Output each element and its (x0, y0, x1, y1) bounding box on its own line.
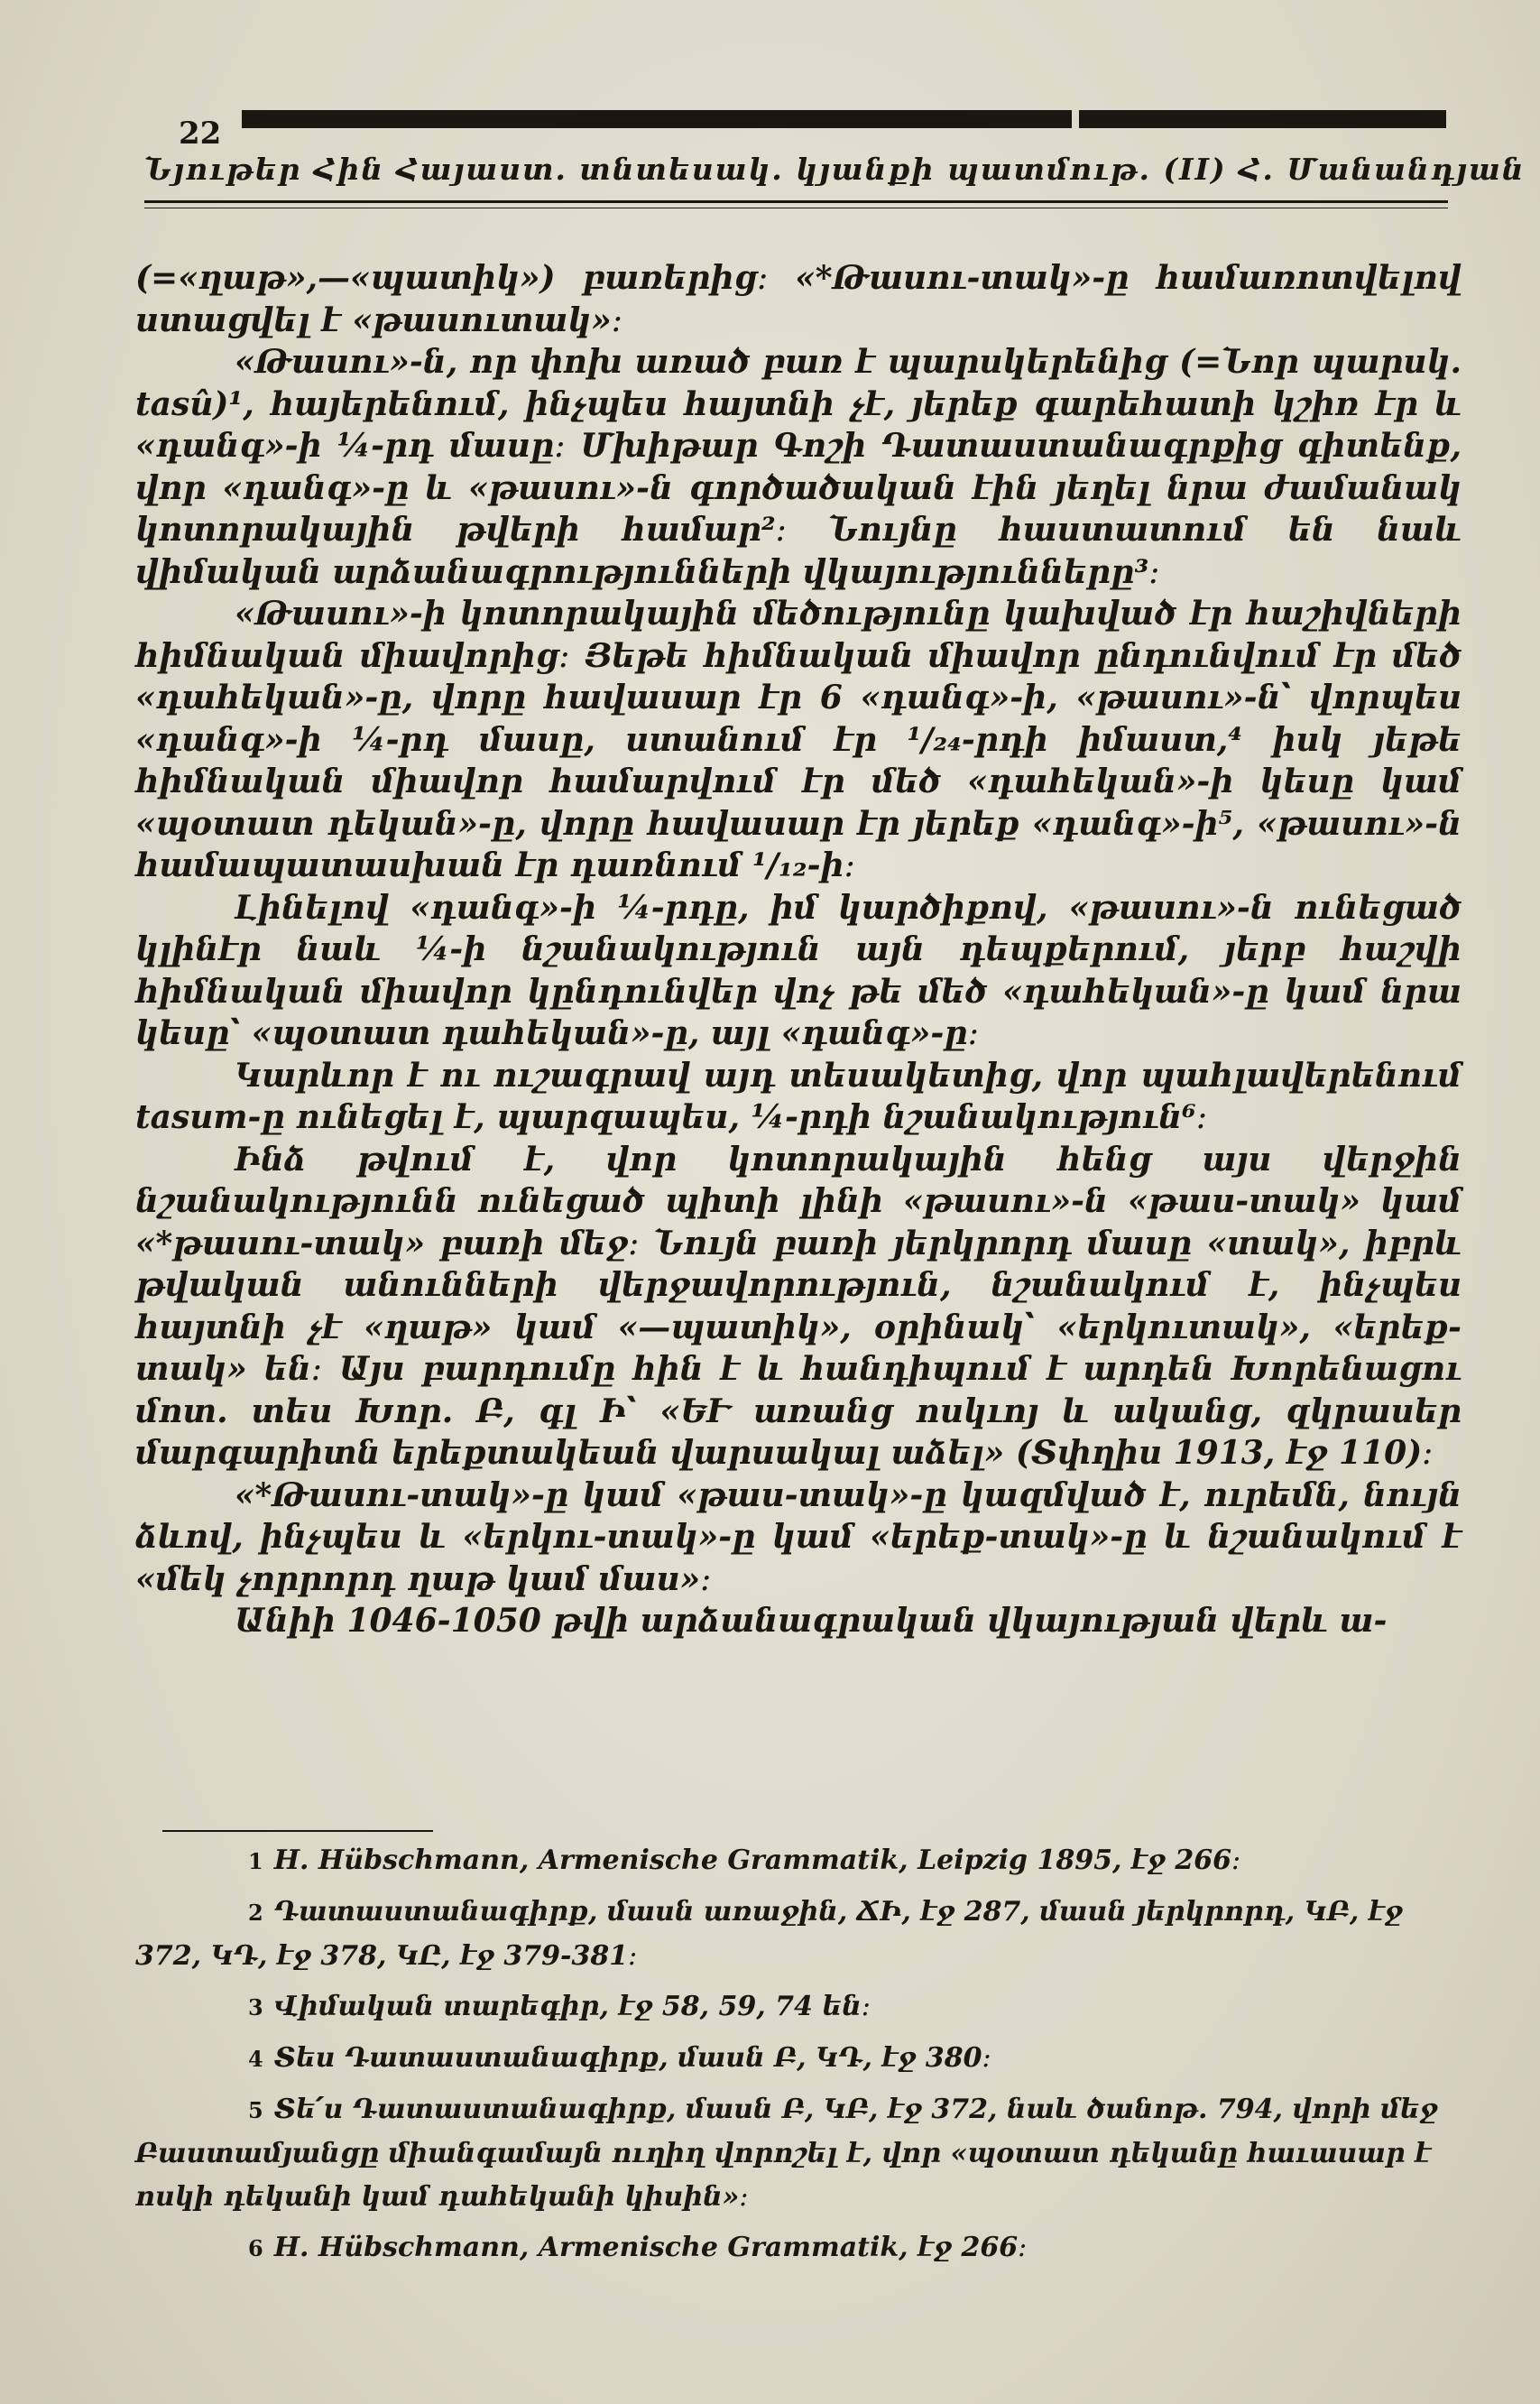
paragraph: (=«ղաթ»,—«պատիկ») բառերից։ «*Թասու-տակ»-ը համառոտվելով ստացվել է «թասուտակ»։ (135, 259, 1462, 339)
footnote (135, 1985, 1462, 2030)
header-underline (144, 200, 1448, 203)
footnotes (135, 1839, 1462, 2278)
footnote-text: H. Hübschmann, Armenische Grammatik, էջ 266։ (273, 2232, 1028, 2263)
footnote-text: Դատաստանագիրք, մասն առաջին, ՃԻ, էջ 287, մասն յերկրորդ, ԿԲ, էջ 372, ԿԴ, էջ 378, ԿԸ, էջ 379-381։ (135, 1896, 1403, 1972)
footnote-number: 1 (248, 1848, 263, 1874)
footnote-text: Տե՛ս Դատաստանագիրք, մասն Բ, ԿԲ, էջ 372, նաև ծանոթ. 794, վորի մեջ Բաստամյանցը միանգամայն ուղիղ վորոշել է, վոր «պօտատ դեկանը հաւասար է ոսկի դեկանի կամ դահեկանի կիսին»։ (135, 2094, 1438, 2213)
footnote (135, 1891, 1462, 1978)
page-number: 22 (179, 116, 222, 152)
paragraph: «Թասու»-ն, որ փոխ առած բառ է պարսկերենից (=Նոր պարսկ. tasû)¹, հայերենում, ինչպես հայտնի չէ, յերեք գարեհատի կշիռ էր և «դանգ»-ի ¼-րդ մասը։ Մխիթար Գոշի Դատաստանագրքից գիտենք, վոր «դանգ»-ը և «թասու»-ն գործածական էին յեղել նրա ժամանակ կոտորակային թվերի համար²։ Նույնը հաստատում են նաև վիմական արձանագրությունների վկայությունները³։ (135, 343, 1462, 591)
footnote-number: 5 (248, 2097, 263, 2123)
header-rule (242, 110, 1446, 128)
footnote (135, 1839, 1462, 1883)
footnote (135, 2226, 1462, 2270)
paragraph: Անիի 1046-1050 թվի արձանագրական վկայության վերև ա- (235, 1602, 1388, 1640)
footnote-text: H. Hübschmann, Armenische Grammatik, Leipzig 1895, էջ 266։ (273, 1845, 1241, 1876)
paragraph: Կարևոր է ու ուշագրավ այդ տեսակետից, վոր պահլավերենում tasum-ը ունեցել է, պարզապես, ¼-րդի նշանակություն⁶։ (135, 1056, 1462, 1136)
footnote-separator (162, 1830, 433, 1832)
footnote (135, 2088, 1462, 2219)
paragraph: Լինելով «դանգ»-ի ¼-րդը, իմ կարծիքով, «թասու»-ն ունեցած կլինէր նաև ¼-ի նշանակություն այն դեպքերում, յերբ հաշվի հիմնական միավոր կընդունվեր վոչ թե մեծ «դահեկան»-ը կամ նրա կեսը՝ «պօտատ դահեկան»-ը, այլ «դանգ»-ը։ (135, 888, 1462, 1052)
footnote-number: 4 (248, 2046, 263, 2072)
paragraph: Ինձ թվում է, վոր կոտորակային հենց այս վերջին նշանակությունն ունեցած պիտի լինի «թասու»-ն «թաս-տակ» կամ «*թասու-տակ» բառի մեջ։ Նույն բառի յերկրորդ մասը «տակ», իբրև թվական անունների վերջավորություն, նշանակում է, ինչպես հայտնի չէ «ղաթ» կամ «—պատիկ», օրինակ՝ «երկուտակ», «երեք-տակ» են։ Այս բարդումը հին է և հանդիպում է արդեն Խորենացու մոտ. տես Խոր. Բ, գլ Ի՝ «ԵՒ առանց ոսկւոյ և ականց, զկրասեր մարգարիտն երեքտակեան վարսակալ աձել» (Տփղիս 1913, էջ 110)։ (135, 1140, 1462, 1472)
footnote-number: 2 (248, 1900, 263, 1926)
footnote-text: Վիմական տարեգիր, էջ 58, 59, 74 են։ (273, 1991, 871, 2022)
footnote-text: Տես Դատաստանագիրք, մասն Բ, ԿԴ, էջ 380։ (273, 2042, 991, 2074)
paragraph: «*Թասու-տակ»-ը կամ «թաս-տակ»-ը կազմված է, ուրեմն, նույն ձևով, ինչպես և «երկու-տակ»-ը կամ «երեք-տակ»-ը և նշանակում է «մեկ չորրորդ ղաթ կամ մաս»։ (135, 1475, 1462, 1598)
running-head: Նյութեր Հին Հայաստ. տնտեսակ. կյանքի պատմութ. (II) Հ. Մանանդյան (144, 152, 1526, 187)
body-text (135, 257, 1462, 1642)
footnote-number: 3 (248, 1994, 263, 2020)
footnote (135, 2037, 1462, 2081)
footnote-number: 6 (248, 2235, 263, 2261)
paragraph: «Թասու»-ի կոտորակային մեծությունը կախված էր հաշիվների հիմնական միավորից։ Յեթե հիմնական միավոր ընդունվում էր մեծ «դահեկան»-ը, վորը հավասար էր 6 «դանգ»-ի, «թասու»-ն՝ վորպես «դանգ»-ի ¼-րդ մասը, ստանում էր ¹/₂₄-րդի իմաստ,⁴ իսկ յեթե հիմնական միավոր համարվում էր մեծ «դահեկան»-ի կեսը կամ «պօտատ դեկան»-ը, վորը հավասար էր յերեք «դանգ»-ի⁵, «թասու»-ն համապատասխան էր դառնում ¹/₁₂-ի։ (135, 595, 1462, 884)
